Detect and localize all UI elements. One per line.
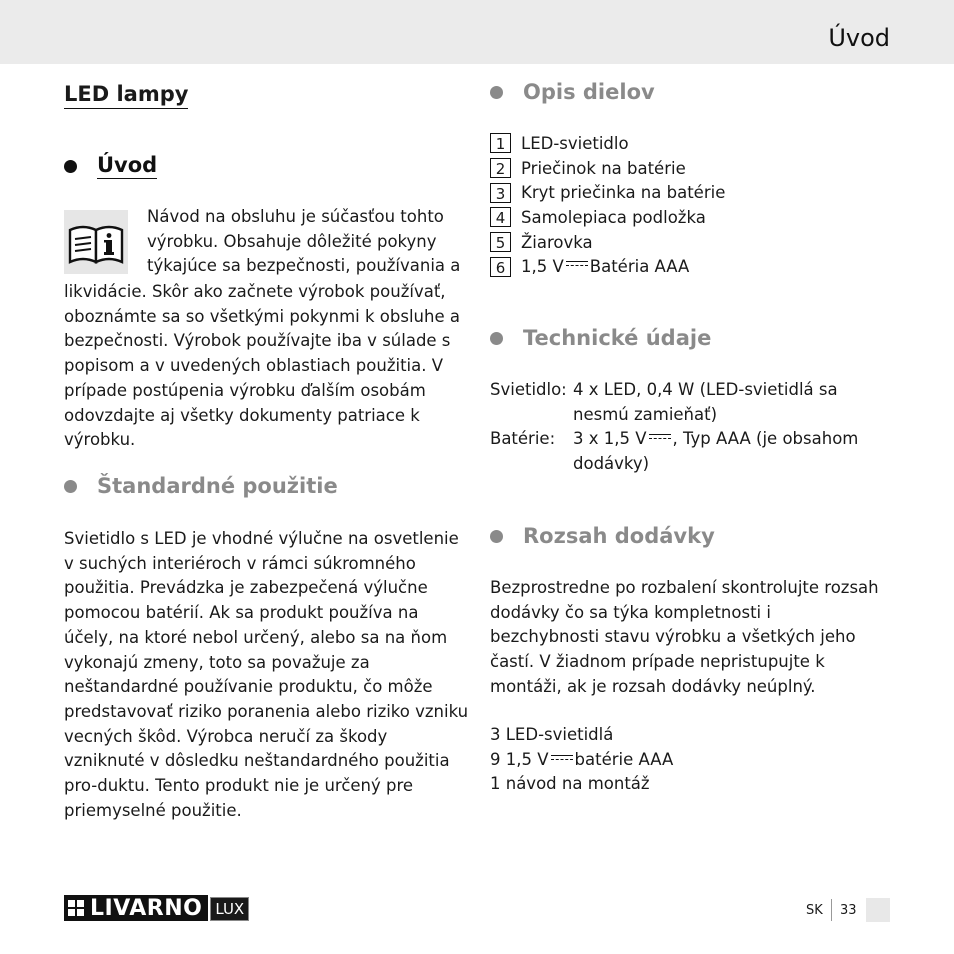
tech-heading <box>490 326 711 350</box>
bullet-icon <box>64 480 77 493</box>
delivery-item: 3 LED-svietidlá <box>490 725 614 744</box>
delivery-item <box>490 748 885 773</box>
logo-lux: LUX <box>210 897 249 921</box>
parts-heading-text: Opis dielov <box>523 80 655 104</box>
footer-divider <box>831 899 832 921</box>
logo-main <box>64 895 208 921</box>
footer-tab-box <box>866 898 890 922</box>
tech-row <box>490 427 890 476</box>
part-number: 5 <box>490 232 511 252</box>
part-label: Priečinok na batérie <box>521 158 686 178</box>
delivery-heading <box>490 524 715 548</box>
logo-mark-icon <box>68 900 84 916</box>
logo-main-text: LIVARNO <box>90 895 203 921</box>
parts-heading <box>490 80 655 104</box>
part-label: Samolepiaca podložka <box>521 207 706 227</box>
part-row <box>490 254 725 279</box>
tech-value: 4 x LED, 0,4 W (LED-svietidlá sa nesmú zamieňať) <box>573 380 838 424</box>
tech-value <box>573 427 890 476</box>
intro-heading-text: Úvod <box>97 153 158 177</box>
delivery-heading-text: Rozsah dodávky <box>523 524 715 548</box>
tech-label: Svietidlo: <box>490 380 567 399</box>
part-label: Kryt priečinka na batérie <box>521 183 726 203</box>
part-number: 6 <box>490 257 511 277</box>
bullet-icon <box>490 86 503 99</box>
footer-language: SK <box>806 903 823 918</box>
dc-symbol-icon <box>566 261 588 268</box>
intro-text-rest: likvidácie. Skôr ako začnete výrobok používať, oboznámte sa so všetkými pokynmi k obsluhe a bezpečnosti. Výrobok používajte iba v súlade s popisom a v uvedených oblastiach použitia. V prípade postúpenia výrobku ďalším osobám odovzdajte aj všetky dokumenty patriace k výrobku. <box>64 282 460 450</box>
delivery-item-suffix: batérie AAA <box>574 749 674 769</box>
tech-row <box>490 378 890 427</box>
bullet-icon <box>490 530 503 543</box>
tech-heading-text: Technické údaje <box>523 326 712 350</box>
intended-use-heading-text: Štandardné použitie <box>97 474 338 498</box>
tech-table <box>490 378 890 477</box>
delivery-item-prefix: 9 1,5 V <box>490 749 549 769</box>
info-book-icon <box>64 210 128 274</box>
parts-list <box>490 131 725 279</box>
livarno-lux-logo <box>64 895 249 921</box>
dc-symbol-icon <box>649 434 671 441</box>
page-header-title: Úvod <box>828 24 890 52</box>
page-number: 33 <box>840 903 857 918</box>
part-number: 1 <box>490 133 511 153</box>
part-row <box>490 156 725 181</box>
intended-use-text: Svietidlo s LED je vhodné výlučne na osvetlenie v suchých interiéroch v rámci súkromného použitia. Prevádzka je zabezpečená výlučne pomocou batérií. Ak sa produkt používa na účely, na ktoré nebol určený, alebo sa na ňom vykonajú zmeny, toto sa považuje za neštandardné používanie produktu, čo môže predstavovať riziko poranenia alebo riziko vzniku vecných škôd. Výrobca neručí za škody vzniknuté v dôsledku neštandardného použitia pro-duktu. Tento produkt nie je určený pre priemyselné použitie. <box>64 529 469 820</box>
part-row <box>490 230 725 255</box>
delivery-items <box>490 723 885 797</box>
part-label-prefix: 1,5 V <box>521 257 564 277</box>
tech-value-prefix: 3 x 1,5 V <box>573 429 647 449</box>
intro-heading <box>64 153 157 179</box>
delivery-item: 1 návod na montáž <box>490 774 650 794</box>
part-label: LED-svietidlo <box>521 133 629 153</box>
bullet-icon <box>490 332 503 345</box>
tech-label: Batérie: <box>490 429 556 449</box>
part-row <box>490 180 725 205</box>
header-band <box>0 0 954 64</box>
part-row <box>490 131 725 156</box>
part-number: 2 <box>490 158 511 178</box>
bullet-icon <box>64 160 77 173</box>
doc-title: LED lampy <box>64 82 188 109</box>
dc-symbol-icon <box>551 755 573 762</box>
part-row <box>490 205 725 230</box>
part-label: Žiarovka <box>521 232 593 252</box>
part-label-suffix: Batéria AAA <box>589 257 690 277</box>
part-number: 4 <box>490 207 511 227</box>
doc-title-wrap <box>64 80 188 109</box>
intro-text-first: Návod na obsluhu je súčasťou tohto výrobku. Obsahuje dôležité pokyny týkajúce sa bezpečnosti, používania a <box>147 207 461 276</box>
tech-value-suffix: , Typ AAA (je obsahom dodávky) <box>573 429 859 474</box>
delivery-text: Bezprostredne po rozbalení skontrolujte rozsah dodávky čo sa týka kompletnosti i bezchybnosti stavu výrobku a všetkých jeho častí. V žiadnom prípade nepristupujte k montáži, ak je rozsah dodávky neúplný. <box>490 578 879 696</box>
part-number: 3 <box>490 183 511 203</box>
intended-use-heading <box>64 474 338 498</box>
